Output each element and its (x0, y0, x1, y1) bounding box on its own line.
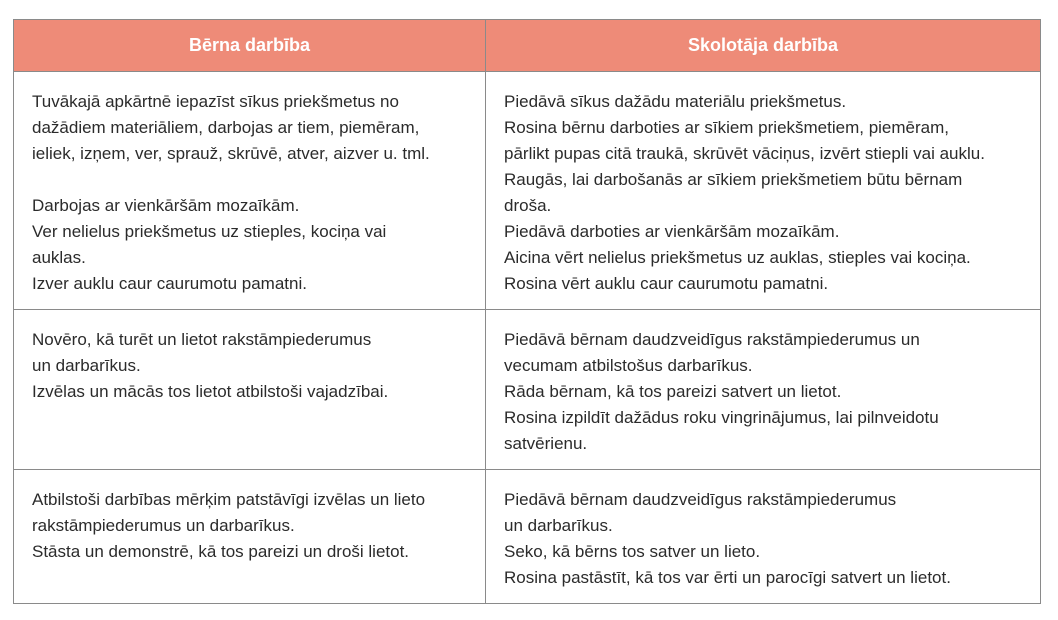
cell-text-line: Rosina izpildīt dažādus roku vingrinājumus, lai pilnveidotu (504, 408, 939, 427)
cell-text-line: un darbarīkus. (504, 516, 613, 535)
cell-text-line: Rosina vērt auklu caur caurumotu pamatni. (504, 274, 829, 293)
cell-text-line: vecumam atbilstošus darbarīkus. (504, 356, 753, 375)
teacher-activity-cell (486, 310, 1041, 470)
table-row (14, 72, 1041, 310)
cell-text-line: Tuvākajā apkārtnē iepazīst sīkus priekšmetus no (32, 92, 399, 111)
child-activity-cell (14, 72, 486, 310)
teacher-activity-cell (486, 72, 1041, 310)
cell-text-line: Rosina bērnu darboties ar sīkiem priekšmetiem, piemēram, (504, 118, 950, 137)
cell-text-line: Atbilstoši darbības mērķim patstāvīgi izvēlas un lieto (32, 490, 426, 509)
activity-table (13, 19, 1041, 604)
header-teacher-activity: Skolotāja darbība (486, 20, 1041, 72)
cell-text-line: Rosina pastāstīt, kā tos var ērti un parocīgi satvert un lietot. (504, 568, 951, 587)
cell-text-line: Rāda bērnam, kā tos pareizi satvert un lietot. (504, 382, 842, 401)
table-header-row (14, 20, 1041, 72)
cell-text-line: Izver auklu caur caurumotu pamatni. (32, 274, 307, 293)
table-row (14, 470, 1041, 604)
cell-text-line: Piedāvā darboties ar vienkāršām mozaīkām. (504, 222, 840, 241)
cell-text-line: Seko, kā bērns tos satver un lieto. (504, 542, 761, 561)
cell-text-line: Novēro, kā turēt un lietot rakstāmpiederumus (32, 330, 372, 349)
cell-text-line: Raugās, lai darbošanās ar sīkiem priekšmetiem būtu bērnam (504, 170, 963, 189)
table-row (14, 310, 1041, 470)
paragraph-gap (32, 167, 471, 193)
cell-text-line: Darbojas ar vienkāršām mozaīkām. (32, 196, 300, 215)
cell-text-line: Piedāvā sīkus dažādu materiālu priekšmetus. (504, 92, 847, 111)
cell-text-line: droša. (504, 196, 552, 215)
cell-text-line: Piedāvā bērnam daudzveidīgus rakstāmpiederumus (504, 490, 897, 509)
cell-text-line: satvērienu. (504, 434, 588, 453)
cell-text-line: pārlikt pupas citā traukā, skrūvēt vāciņus, izvērt stiepli vai auklu. (504, 144, 985, 163)
cell-text-line: Aicina vērt nelielus priekšmetus uz auklas, stieples vai kociņa. (504, 248, 971, 267)
cell-text-line: rakstāmpiederumus un darbarīkus. (32, 516, 295, 535)
cell-text-line: auklas. (32, 248, 86, 267)
cell-text-line: Stāsta un demonstrē, kā tos pareizi un droši lietot. (32, 542, 410, 561)
teacher-activity-cell (486, 470, 1041, 604)
cell-text-line: Ver nelielus priekšmetus uz stieples, kociņa vai (32, 222, 387, 241)
header-child-activity: Bērna darbība (14, 20, 486, 72)
child-activity-cell (14, 310, 486, 470)
cell-text-line: un darbarīkus. (32, 356, 141, 375)
cell-text-line: Izvēlas un mācās tos lietot atbilstoši vajadzībai. (32, 382, 389, 401)
cell-text-line: ieliek, izņem, ver, sprauž, skrūvē, atver, aizver u. tml. (32, 144, 430, 163)
child-activity-cell (14, 470, 486, 604)
cell-text-line: Piedāvā bērnam daudzveidīgus rakstāmpiederumus un (504, 330, 920, 349)
cell-text-line: dažādiem materiāliem, darbojas ar tiem, piemēram, (32, 118, 420, 137)
